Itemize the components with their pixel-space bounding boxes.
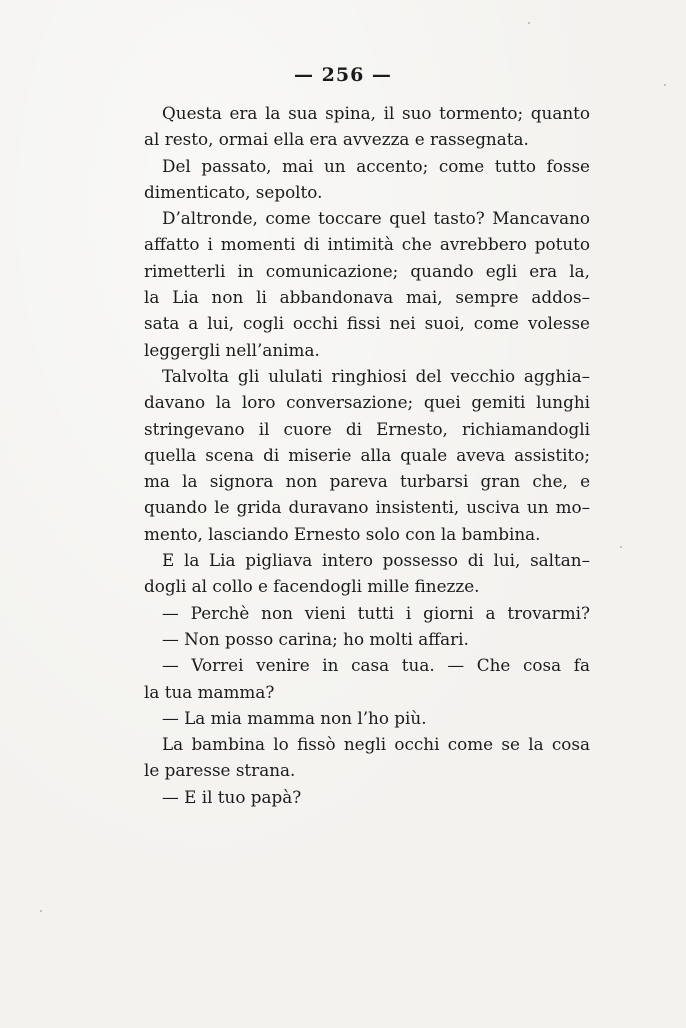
text-line: Questa era la sua spina, il suo tormento; quanto bbox=[162, 103, 590, 123]
dialogue-line bbox=[144, 652, 590, 705]
text-line: — E il tuo papà? bbox=[162, 786, 302, 807]
paper-speck bbox=[620, 546, 622, 548]
text-line: stringevano il cuore di Ernesto, richiamandogli bbox=[144, 418, 590, 439]
dialogue-line bbox=[144, 705, 590, 731]
paragraph bbox=[144, 547, 590, 600]
text-line: Del passato, mai un accento; come tutto fosse bbox=[162, 155, 590, 176]
dialogue-line bbox=[144, 600, 590, 626]
body-text bbox=[144, 100, 590, 810]
paper-speck bbox=[528, 22, 530, 24]
text-line: mento, lasciando Ernesto solo con la bambina. bbox=[144, 523, 541, 544]
text-line: davano la loro conversazione; quei gemiti lunghi bbox=[144, 392, 590, 413]
text-line: La bambina lo fissò negli occhi come se la cosa bbox=[162, 734, 590, 755]
text-line: la tua mamma? bbox=[144, 681, 275, 702]
text-line: la Lia non li abbandonava mai, sempre addos– bbox=[144, 287, 590, 308]
text-line: E la Lia pigliava intero possesso di lui, saltan– bbox=[162, 550, 590, 571]
text-line: — La mia mamma non l’ho più. bbox=[162, 707, 427, 728]
paragraph bbox=[144, 363, 590, 547]
text-line: sata a lui, cogli occhi fissi nei suoi, come volesse bbox=[144, 313, 590, 334]
paragraph bbox=[144, 100, 590, 153]
text-line: ma la signora non pareva turbarsi gran che, e bbox=[144, 471, 590, 492]
text-line: dimenticato, sepolto. bbox=[144, 181, 323, 202]
text-line: affatto i momenti di intimità che avrebbero potuto bbox=[144, 234, 590, 255]
paper-speck bbox=[40, 910, 42, 912]
text-line: leggergli nell’anima. bbox=[144, 339, 320, 360]
text-line: D’altronde, come toccare quel tasto? Mancavano bbox=[162, 208, 590, 229]
paragraph bbox=[144, 205, 590, 363]
page-number: — 256 — bbox=[294, 64, 392, 86]
dialogue-line bbox=[144, 784, 590, 810]
text-line: dogli al collo e facendogli mille finezze. bbox=[144, 576, 480, 597]
dialogue-line bbox=[144, 626, 590, 652]
paper-speck bbox=[664, 84, 666, 86]
text-line: — Vorrei venire in casa tua. — Che cosa fa bbox=[162, 655, 590, 676]
text-line: quando le grida duravano insistenti, usciva un mo– bbox=[144, 497, 590, 518]
text-line: quella scena di miserie alla quale aveva assistito; bbox=[144, 444, 590, 465]
text-line: rimetterli in comunicazione; quando egli era la, bbox=[144, 260, 590, 281]
text-line: Talvolta gli ululati ringhiosi del vecchio agghia– bbox=[162, 365, 590, 386]
paragraph bbox=[144, 153, 590, 206]
paragraph bbox=[144, 731, 590, 784]
text-line: al resto, ormai ella era avvezza e rassegnata. bbox=[144, 129, 529, 150]
text-line: — Non posso carina; ho molti affari. bbox=[162, 628, 469, 649]
text-line: — Perchè non vieni tutti i giorni a trovarmi? bbox=[162, 602, 590, 623]
text-line: le paresse strana. bbox=[144, 760, 296, 781]
